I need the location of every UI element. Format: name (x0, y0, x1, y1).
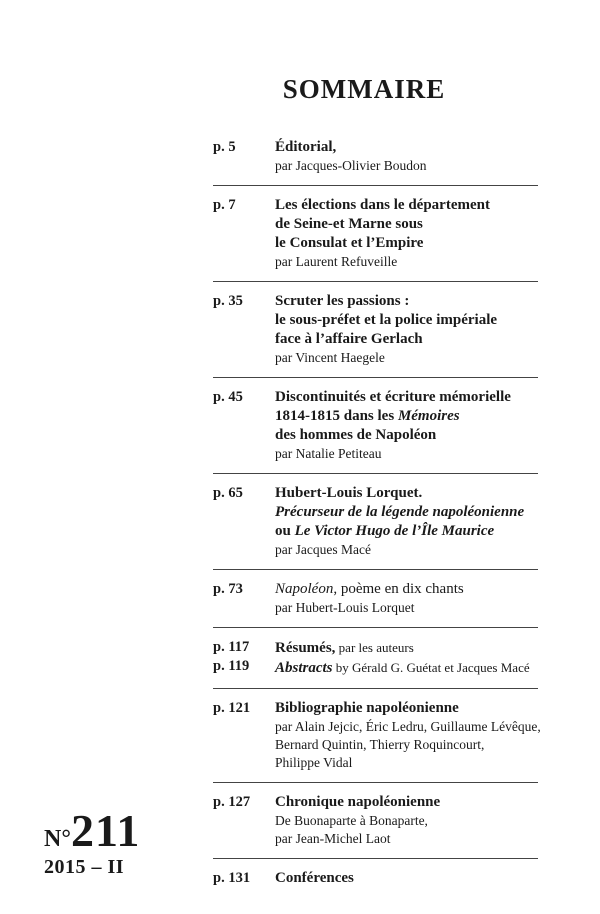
toc-entry (213, 388, 538, 474)
title-text: Précurseur de la légende napoléonienne (275, 504, 525, 520)
title-text: Bibliographie napoléonienne (275, 700, 459, 716)
toc-entry (213, 580, 538, 628)
entry-title-line (275, 869, 538, 888)
title-text: 1814-1815 dans les (275, 408, 398, 424)
title-text: Résumés, (275, 640, 336, 656)
entry-body (275, 580, 538, 617)
page-number (213, 580, 273, 599)
title-text: des hommes de Napoléon (275, 427, 437, 443)
page-number (213, 138, 273, 157)
title-text: Discontinuités et écriture mémorielle (275, 389, 511, 405)
issue-year: 2015 – II (44, 856, 125, 878)
title-note: by Gérald G. Guétat et Jacques Macé (332, 660, 530, 675)
entry-author: par Jacques-Olivier Boudon (275, 158, 427, 173)
entry-author: Philippe Vidal (275, 755, 353, 770)
title-text: Éditorial, (275, 139, 337, 155)
title-text: Chronique napoléonienne (275, 794, 441, 810)
entry-title-line (275, 503, 538, 522)
page-ref: p. 5 (213, 139, 236, 155)
toc-entry (213, 138, 538, 186)
entry-title-line (275, 793, 538, 812)
title-text: le Consulat et l’Empire (275, 235, 424, 251)
entry-title-line (275, 407, 538, 426)
page-ref: p. 73 (213, 581, 243, 597)
entry-body (275, 388, 538, 463)
entry-title-line (275, 658, 538, 678)
entry-author: par Jacques Macé (275, 542, 371, 557)
entry-author: par Laurent Refuveille (275, 254, 398, 269)
toc-entry (213, 869, 538, 898)
toc-entry (213, 292, 538, 378)
entry-author: par Vincent Haegele (275, 350, 385, 365)
page-number (213, 793, 273, 812)
entry-body (275, 869, 538, 888)
entry-body (275, 699, 541, 772)
entry-body (275, 138, 538, 175)
entry-author: Bernard Quintin, Thierry Roquincourt, (275, 737, 485, 752)
entry-title-line (275, 215, 538, 234)
title-note: par les auteurs (335, 640, 414, 655)
page-ref: p. 131 (213, 870, 251, 886)
title-italic: Le Victor Hugo de l’Île Maurice (294, 523, 495, 539)
page-number (213, 638, 273, 676)
entry-title-line (275, 699, 538, 718)
title-text: Scruter les passions : (275, 293, 410, 309)
page-number (213, 484, 273, 503)
entry-body (275, 292, 538, 367)
page-number (213, 292, 273, 311)
entry-title-line (275, 292, 538, 311)
title-text: Conférences (275, 870, 354, 886)
page-ref: p. 65 (213, 485, 243, 501)
entry-title-line (275, 580, 538, 599)
issue-value: 211 (70, 805, 141, 856)
toc-entry (213, 699, 541, 783)
entry-title-line (275, 311, 538, 330)
toc-entry (213, 793, 538, 859)
page-ref: p. 121 (213, 700, 251, 716)
title-text: Hubert-Louis Lorquet. (275, 485, 423, 501)
entry-author: par Hubert-Louis Lorquet (275, 600, 415, 615)
entry-title-line (275, 484, 538, 503)
entry-body (275, 793, 538, 848)
title-text: Napoléon (275, 581, 334, 597)
page-ref: p. 7 (213, 197, 236, 213)
title-plain: , poème en dix chants (333, 581, 464, 597)
title-text: face à l’affaire Gerlach (275, 331, 423, 347)
title-text: de Seine-et Marne sous (275, 216, 423, 232)
entry-title-line (275, 638, 538, 658)
page-number (213, 388, 273, 407)
page-ref: p. 45 (213, 389, 243, 405)
toc-entry (213, 484, 538, 570)
title-text: le sous-préfet et la police impériale (275, 312, 498, 328)
page-number (213, 699, 273, 718)
issue-number (44, 804, 140, 857)
entry-title-line (275, 388, 538, 407)
title-text: ou (275, 523, 295, 539)
entry-author: par Natalie Petiteau (275, 446, 382, 461)
entry-title-line (275, 522, 538, 541)
entry-title-line (275, 196, 538, 215)
page-title: SOMMAIRE (282, 74, 446, 104)
title-text: Les élections dans le département (275, 197, 490, 213)
toc-entry (213, 638, 538, 689)
page-ref: p. 117 (213, 639, 250, 655)
page-number (213, 869, 273, 888)
entry-title-line (275, 234, 538, 253)
entry-author: par Alain Jejcic, Éric Ledru, Guillaume Lévêque, (275, 719, 541, 734)
entry-body (275, 484, 538, 559)
entry-title-line (275, 426, 538, 445)
entry-author: par Jean-Michel Laot (275, 831, 391, 846)
page-number (213, 196, 273, 215)
page-ref: p. 35 (213, 293, 243, 309)
entry-body (275, 196, 538, 271)
title-text: Abstracts (275, 660, 333, 676)
toc-entry (213, 196, 538, 282)
entry-body (275, 638, 538, 678)
entry-author: De Buonaparte à Bonaparte, (275, 813, 428, 828)
title-italic: Mémoires (397, 408, 460, 424)
entry-title-line (275, 330, 538, 349)
table-of-contents (213, 138, 541, 908)
issue-prefix: N° (44, 826, 71, 852)
entry-title-line (275, 138, 538, 157)
page-ref: p. 127 (213, 794, 251, 810)
page-ref: p. 119 (213, 658, 250, 674)
